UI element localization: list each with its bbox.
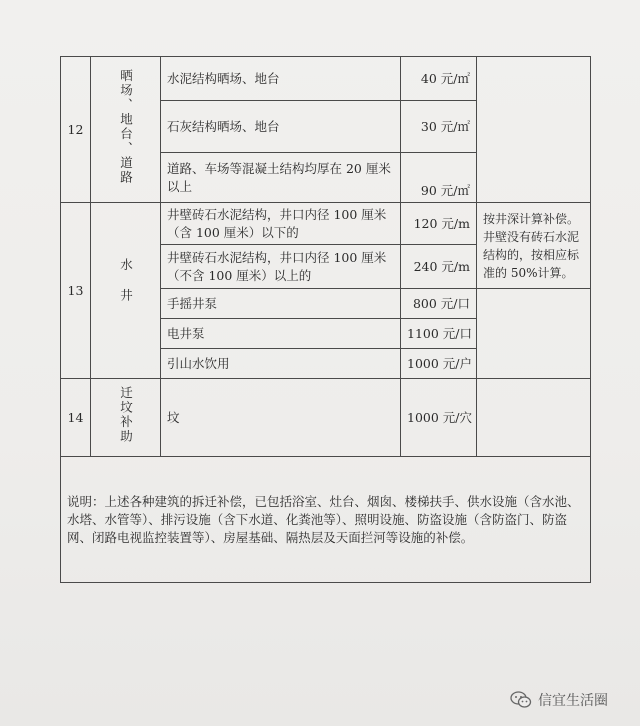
row-number: 14 xyxy=(61,379,91,457)
table-row xyxy=(61,57,591,101)
wechat-icon xyxy=(510,691,532,709)
category-label: 迁坟补助 xyxy=(118,386,134,444)
item-price: 240 元/m xyxy=(401,245,477,289)
item-price: 1000 元/穴 xyxy=(401,379,477,457)
category-cell xyxy=(91,203,161,379)
category-cell xyxy=(91,379,161,457)
item-name: 石灰结构晒场、地台 xyxy=(161,101,401,153)
watermark-text: 信宜生活圈 xyxy=(538,693,608,709)
table-row xyxy=(61,379,591,457)
item-price: 800 元/口 xyxy=(401,289,477,319)
item-name: 道路、车场等混凝土结构均厚在 20 厘米以上 xyxy=(161,153,401,203)
note-cell xyxy=(477,57,591,203)
row-number: 13 xyxy=(61,203,91,379)
note-text: 按井深计算补偿。井壁没有砖石水泥结构的，按相应标准的 50%计算。 xyxy=(477,203,591,289)
category-label: 晒场、地台、道路 xyxy=(118,69,134,185)
table-row xyxy=(61,203,591,245)
note-cell xyxy=(477,289,591,379)
note-cell xyxy=(477,379,591,457)
item-name: 电井泵 xyxy=(161,319,401,349)
table-row xyxy=(61,457,591,583)
compensation-table xyxy=(60,56,591,583)
item-price: 30 元/㎡ xyxy=(401,101,477,153)
row-number: 12 xyxy=(61,57,91,203)
item-name: 坟 xyxy=(161,379,401,457)
item-name: 引山水饮用 xyxy=(161,349,401,379)
item-price: 40 元/㎡ xyxy=(401,57,477,101)
item-name: 井壁砖石水泥结构，井口内径 100 厘米（含 100 厘米）以下的 xyxy=(161,203,401,245)
category-cell xyxy=(91,57,161,203)
footnote-text: 说明：上述各种建筑的拆迁补偿，已包括浴室、灶台、烟囱、楼梯扶手、供水设施（含水池、水塔、水管等）、排污设施（含下水道、化粪池等）、照明设施、防盗设施（含防盗门、防盗网、闭路电视监控装置等）、房屋基础、隔热层及天面拦河等设施的补偿。 xyxy=(61,457,591,583)
item-price: 1000 元/户 xyxy=(401,349,477,379)
category-label: 水井 xyxy=(118,257,134,319)
item-price: 1100 元/口 xyxy=(401,319,477,349)
item-name: 井壁砖石水泥结构，井口内径 100 厘米（不含 100 厘米）以上的 xyxy=(161,245,401,289)
item-price: 90 元/㎡ xyxy=(401,153,477,203)
watermark xyxy=(510,690,608,710)
item-name: 水泥结构晒场、地台 xyxy=(161,57,401,101)
item-price: 120 元/m xyxy=(401,203,477,245)
item-name: 手摇井泵 xyxy=(161,289,401,319)
